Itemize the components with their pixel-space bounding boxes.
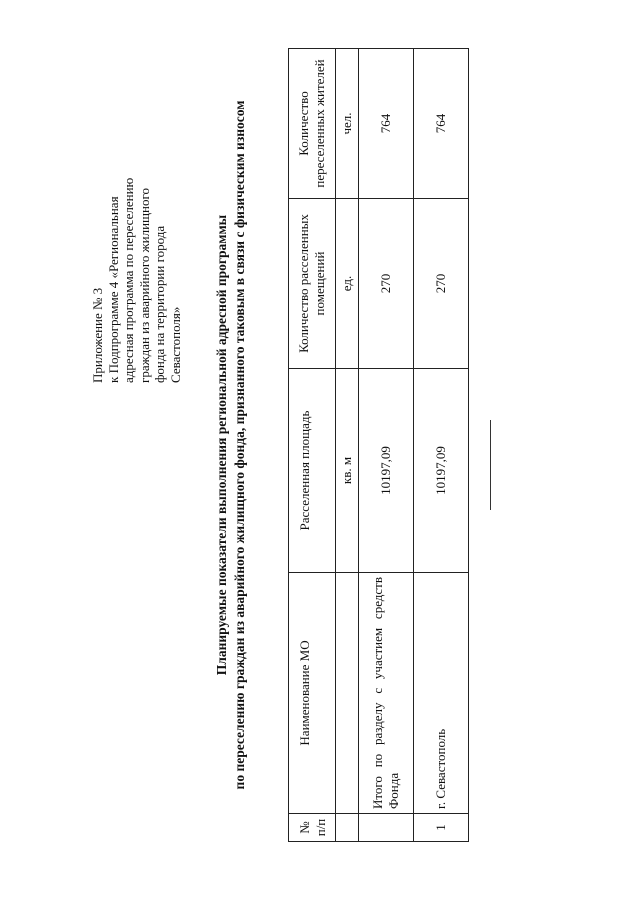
appendix-line: Севастополя» <box>167 306 183 383</box>
cell-area: 10197,09 <box>359 369 414 573</box>
unit-rooms: ед. <box>336 199 359 369</box>
unit-area: кв. м <box>336 369 359 573</box>
table-header-row <box>289 49 336 842</box>
table-row <box>414 49 469 842</box>
header-area: Расселенная площадь <box>289 369 336 573</box>
cell-num <box>359 814 414 842</box>
appendix-line: фонда на территории города <box>152 225 167 383</box>
indicators-table <box>288 48 469 842</box>
document-title <box>213 25 249 865</box>
units-name <box>336 573 359 814</box>
cell-people: 764 <box>359 49 414 199</box>
end-rule <box>490 420 491 510</box>
cell-people: 764 <box>414 49 469 199</box>
appendix-line: Приложение № 3 <box>90 287 105 383</box>
appendix-line: к Подпрограмме 4 «Региональная <box>105 196 121 383</box>
header-name: Наименование МО <box>289 573 336 814</box>
units-num <box>336 814 359 842</box>
header-num: № п/п <box>289 814 336 842</box>
appendix-line: граждан из аварийного жилищного <box>136 187 152 383</box>
cell-name: Итого по разделу с участием средств Фонда <box>359 573 414 814</box>
title-line-1: Планируемые показатели выполнения региональной адресной программы <box>214 214 229 676</box>
title-line-2: по переселению граждан из аварийного жилищного фонда, признанного таковым в связи с физическим износом <box>232 100 247 790</box>
cell-num: 1 <box>414 814 469 842</box>
unit-people: чел. <box>336 49 359 199</box>
appendix-note <box>90 83 183 383</box>
header-people: Количество переселенных жителей <box>289 49 336 199</box>
header-rooms: Количество расселенных помещений <box>289 199 336 369</box>
appendix-line: адресная программа по переселению <box>121 177 136 383</box>
cell-rooms: 270 <box>414 199 469 369</box>
cell-rooms: 270 <box>359 199 414 369</box>
table-row <box>359 49 414 842</box>
cell-area: 10197,09 <box>414 369 469 573</box>
table-units-row <box>336 49 359 842</box>
cell-name: г. Севастополь <box>414 573 469 814</box>
